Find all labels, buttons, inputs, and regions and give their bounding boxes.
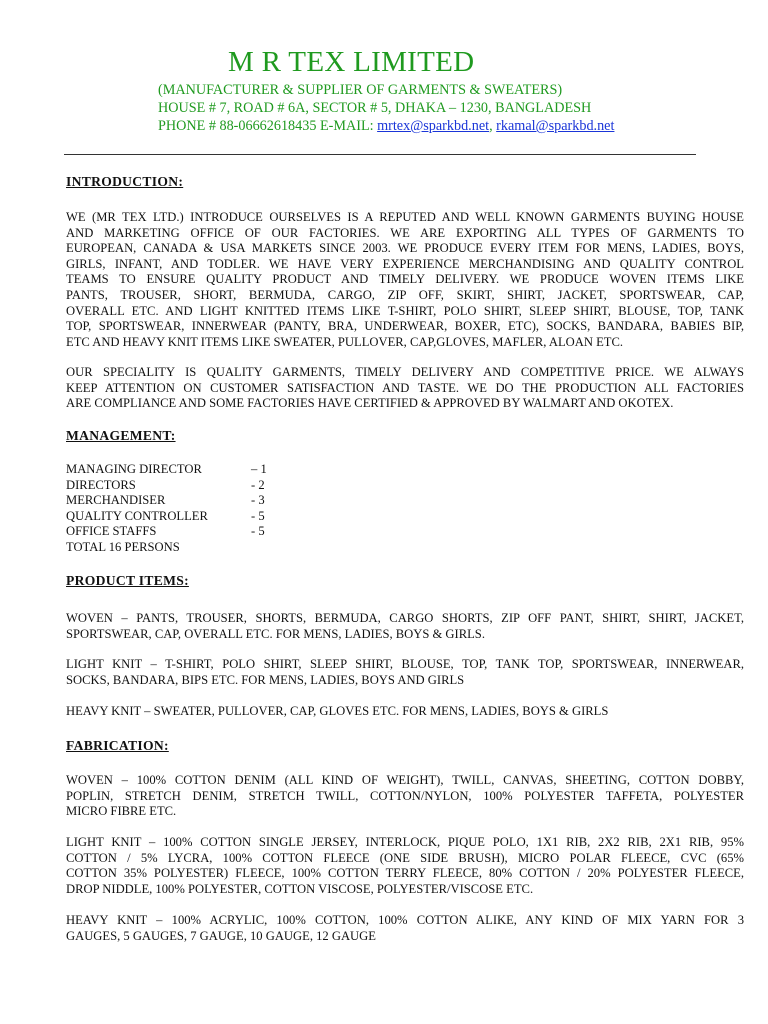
text-line: ARE COMPLIANCE AND SOME FACTORIES HAVE CERTIFIED & APPROVED BY WALMART AND OKOTEX. bbox=[66, 396, 674, 411]
management-list bbox=[66, 462, 326, 556]
text-line: SPORTSWEAR, CAP, OVERALL ETC. FOR MENS, LADIES, BOYS & GIRLS. bbox=[66, 626, 485, 641]
contact-line bbox=[158, 118, 614, 135]
list-item bbox=[66, 478, 326, 494]
phone-label: PHONE # 88-06662618435 E-MAIL: bbox=[158, 118, 378, 134]
text-line: LIGHT KNIT – T-SHIRT, POLO SHIRT, SLEEP SHIRT, BLOUSE, TOP, TANK TOP, SPORTSWEAR, INNERWEAR, bbox=[66, 657, 744, 671]
management-total bbox=[66, 540, 326, 556]
role-label: QUALITY CONTROLLER bbox=[66, 508, 208, 523]
email-link-mrtex[interactable]: mrtex@sparkbd.net bbox=[377, 118, 490, 134]
email-link-rkamal[interactable]: rkamal@sparkbd.net bbox=[496, 118, 615, 134]
role-label: OFFICE STAFFS bbox=[66, 524, 157, 539]
text-line: ETC AND HEAVY KNIT ITEMS LIKE SWEATER, PULLOVER, CAP,GLOVES, MAFLER, ALOAN ETC. bbox=[66, 334, 624, 349]
header-divider bbox=[64, 154, 696, 155]
text-line: WOVEN – 100% COTTON DENIM (ALL KIND OF WEIGHT), TWILL, CANVAS, SHEETING, COTTON DOBBY, bbox=[66, 773, 744, 787]
text-line: COTTON 35% POLYESTER) FLEECE, 100% COTTON TERRY FLEECE, 80% COTTON / 20% POLYESTER FLEECE, bbox=[66, 866, 744, 881]
email-separator: , bbox=[489, 118, 497, 134]
company-name: M R TEX LIMITED bbox=[228, 46, 475, 78]
text-line: KEEP ATTENTION ON CUSTOMER SATISFACTION AND TASTE. WE DO THE PRODUCTION ALL FACTORIES bbox=[66, 380, 744, 395]
fabrication-light-knit bbox=[66, 835, 744, 897]
list-item bbox=[66, 462, 326, 478]
fabrication-heavy-knit bbox=[66, 913, 744, 944]
product-woven bbox=[66, 611, 744, 642]
text-line: POPLIN, STRETCH DENIM, STRETCH TWILL, COTTON/NYLON, 100% POLYESTER TAFFETA, POLYESTER bbox=[66, 788, 744, 803]
list-item bbox=[66, 493, 326, 509]
role-count: - 5 bbox=[251, 524, 265, 539]
text-line: LIGHT KNIT – 100% COTTON SINGLE JERSEY, INTERLOCK, PIQUE POLO, 1X1 RIB, 2X2 RIB, 2X1 RIB, 95% bbox=[66, 835, 744, 849]
role-count: - 5 bbox=[251, 508, 265, 523]
list-item bbox=[66, 509, 326, 525]
management-heading: MANAGEMENT: bbox=[66, 428, 176, 443]
text-line: GIRLS, INFANT, AND TODLER. WE HAVE VERY EXPERIENCE MERCHANDISING AND QUALITY CONTROL bbox=[66, 256, 744, 271]
text-line: WE (MR TEX LTD.) INTRODUCE OURSELVES IS A REPUTED AND WELL KNOWN GARMENTS BUYING HOUSE bbox=[66, 210, 744, 224]
total-label: TOTAL 16 PERSONS bbox=[66, 539, 180, 554]
text-line: DROP NIDDLE, 100% POLYESTER, COTTON VISCOSE, POLYESTER/VISCOSE ETC. bbox=[66, 881, 534, 896]
text-line: HEAVY KNIT – 100% ACRYLIC, 100% COTTON, 100% COTTON ALIKE, ANY KIND OF MIX YARN FOR 3 bbox=[66, 913, 744, 927]
introduction-paragraph-1 bbox=[66, 210, 744, 350]
text-line: PANTS, TROUSER, SHORT, BERMUDA, CARGO, ZIP OFF, SKIRT, SHIRT, JACKET, SPORTSWEAR, CAP, bbox=[66, 287, 744, 302]
product-heavy-knit bbox=[66, 704, 744, 720]
role-label: MANAGING DIRECTOR bbox=[66, 462, 202, 476]
text-line: EUROPEAN, CANADA & USA MARKETS SINCE 2003. WE PRODUCE EVERY ITEM FOR MENS, LADIES, BOYS, bbox=[66, 241, 744, 256]
role-label: DIRECTORS bbox=[66, 477, 136, 492]
role-label: MERCHANDISER bbox=[66, 493, 166, 508]
fabrication-heading: FABRICATION: bbox=[66, 738, 169, 753]
role-count: - 2 bbox=[251, 477, 265, 492]
role-count: – 1 bbox=[251, 462, 267, 476]
text-line: SOCKS, BANDARA, BIPS ETC. FOR MENS, LADIES, BOYS AND GIRLS bbox=[66, 672, 465, 687]
introduction-heading: INTRODUCTION: bbox=[66, 174, 184, 189]
text-line: MICRO FIBRE ETC. bbox=[66, 804, 177, 819]
product-items-heading: PRODUCT ITEMS: bbox=[66, 573, 189, 588]
role-count: - 3 bbox=[251, 493, 265, 508]
company-address: HOUSE # 7, ROAD # 6A, SECTOR # 5, DHAKA – 1230, BANGLADESH bbox=[158, 100, 592, 116]
product-light-knit bbox=[66, 657, 744, 688]
text-line: HEAVY KNIT – SWEATER, PULLOVER, CAP, GLOVES ETC. FOR MENS, LADIES, BOYS & GIRLS bbox=[66, 704, 609, 718]
text-line: COTTON / 5% LYCRA, 100% COTTON FLEECE (ONE SIDE BRUSH), MICRO POLAR FLEECE, CVC (65% bbox=[66, 850, 744, 865]
text-line: OUR SPECIALITY IS QUALITY GARMENTS, TIMELY DELIVERY AND COMPETITIVE PRICE. WE ALWAYS bbox=[66, 365, 744, 379]
text-line: WOVEN – PANTS, TROUSER, SHORTS, BERMUDA, CARGO SHORTS, ZIP OFF PANT, SHIRT, SHIRT, JACKET, bbox=[66, 611, 744, 625]
text-line: TEAMS TO ENSURE QUALITY PRODUCT AND TIMELY DELIVERY. WE PRODUCE WOVEN ITEMS LIKE bbox=[66, 272, 744, 287]
fabrication-woven bbox=[66, 773, 744, 820]
company-tagline: (MANUFACTURER & SUPPLIER OF GARMENTS & SWEATERS) bbox=[158, 82, 563, 98]
text-line: OVERALL ETC. AND LIGHT KNITTED ITEMS LIKE T-SHIRT, POLO SHIRT, SLEEP SHIRT, BLOUSE, TOP, TANK bbox=[66, 303, 744, 318]
list-item bbox=[66, 524, 326, 540]
introduction-paragraph-2 bbox=[66, 365, 744, 412]
text-line: GAUGES, 5 GAUGES, 7 GAUGE, 10 GAUGE, 12 GAUGE bbox=[66, 928, 376, 943]
text-line: AND MARKETING OFFICE OF OUR FACTORIES. WE ARE EXPORTING ALL TYPES OF GARMENTS TO bbox=[66, 225, 744, 240]
text-line: TOP, SPORTSWEAR, INNERWEAR (PANTY, BRA, UNDERWEAR, BOXER, ETC), SOCKS, BANDARA, BABIES BIP, bbox=[66, 319, 744, 334]
